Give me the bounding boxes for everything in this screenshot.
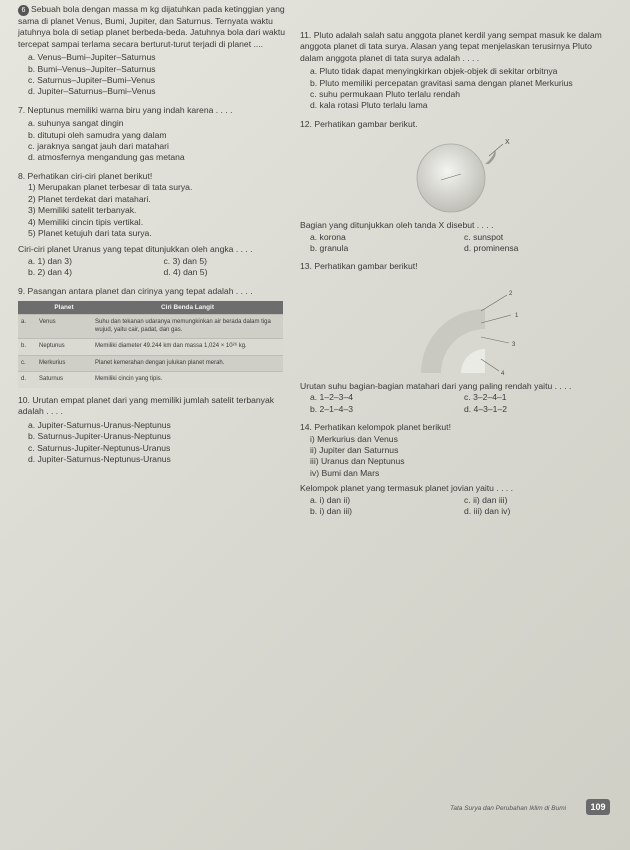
statement-iv: iv) Bumi dan Mars: [310, 467, 380, 478]
left-column: [18, 4, 293, 472]
question-badge: 6: [18, 5, 29, 16]
option-a[interactable]: a. suhunya sangat dingin: [28, 118, 124, 129]
question-13: [300, 261, 612, 415]
options-grid: [300, 392, 612, 415]
option-c[interactable]: c. 3) dan 5): [163, 255, 207, 266]
question-7: [18, 105, 293, 164]
option-c[interactable]: c. ii) dan iii): [464, 494, 508, 505]
option-a[interactable]: a. 1) dan 3): [28, 255, 72, 266]
option-d[interactable]: d. atmosfernya mengandung gas metana: [28, 152, 185, 163]
question-text: Sebuah bola dengan massa m kg dijatuhkan pada ketinggian yang sama di planet Venus, Bumi, Jupiter, dan Saturnus. Ternyata waktu jatuhnya bola di setiap planet berbeda-beda. Jatuhnya bola dari waktu tercepat sampai terlama secara berturut-turut terjadi di planet ....: [18, 4, 286, 49]
row-planet: Saturnus: [36, 372, 92, 388]
row-letter: c.: [18, 355, 36, 372]
column-header: [18, 301, 36, 315]
statement-ii: ii) Jupiter dan Saturnus: [310, 444, 399, 455]
option-a[interactable]: a. Pluto tidak dapat menyingkirkan objek-objek di sekitar orbitnya: [310, 66, 558, 77]
sun-figure: [381, 134, 531, 216]
statement-3: 3) Memiliki satelit terbanyak.: [28, 205, 137, 216]
table-row[interactable]: [18, 339, 283, 356]
option-a[interactable]: a. Venus–Bumi–Jupiter–Saturnus: [28, 52, 156, 63]
options-grid: [18, 256, 293, 279]
statement-5: 5) Planet ketujuh dari tata surya.: [28, 227, 152, 238]
option-d[interactable]: d. iii) dan iv): [464, 505, 511, 516]
option-a[interactable]: a. Jupiter-Saturnus-Uranus-Neptunus: [28, 419, 171, 430]
question-prompt: Bagian yang ditunjukkan oleh tanda X disebut . . . .: [300, 220, 494, 231]
question-text: 12. Perhatikan gambar berikut.: [300, 118, 418, 129]
question-prompt: Urutan suhu bagian-bagian matahari dari yang paling rendah yaitu . . . .: [300, 380, 572, 391]
option-a[interactable]: a. korona: [310, 231, 346, 242]
right-column: [300, 30, 612, 524]
question-text: 9. Pasangan antara planet dan cirinya yang tepat adalah . . . .: [18, 285, 253, 296]
option-b[interactable]: b. Saturnus-Jupiter-Uranus-Neptunus: [28, 431, 171, 442]
options-list: [300, 66, 612, 112]
option-c[interactable]: c. sunspot: [464, 231, 504, 242]
option-d[interactable]: d. kala rotasi Pluto terlalu lama: [310, 100, 428, 111]
column-header-ciri: Ciri Benda Langit: [92, 301, 283, 315]
book-title-footer: Tata Surya dan Perubahan Iklim di Bumi: [450, 805, 567, 812]
option-b[interactable]: b. Bumi–Venus–Jupiter–Saturnus: [28, 63, 156, 74]
option-c[interactable]: c. Saturnus-Jupiter-Neptunus-Uranus: [28, 442, 171, 453]
option-c[interactable]: c. suhu permukaan Pluto terlalu rendah: [310, 89, 461, 100]
table-row[interactable]: [18, 315, 283, 339]
row-ciri: Planet kemerahan dengan julukan planet merah.: [92, 355, 283, 372]
options-list: [18, 118, 293, 164]
figure-label: 2: [509, 290, 513, 297]
sun-layers-figure: [381, 277, 531, 377]
question-prompt: Ciri-ciri planet Uranus yang tepat ditunjukkan oleh angka . . . .: [18, 244, 253, 255]
question-text: 7. Neptunus memiliki warna biru yang indah karena . . . .: [18, 104, 233, 115]
figure-label: 3: [512, 341, 516, 348]
option-d[interactable]: d. 4) dan 5): [163, 267, 208, 278]
question-text: 10. Urutan empat planet dari yang memiliki jumlah satelit terbanyak adalah . . . .: [18, 394, 275, 417]
option-c[interactable]: c. 3–2–4–1: [464, 392, 507, 403]
question-text: 13. Perhatikan gambar berikut!: [300, 261, 418, 272]
row-ciri: Memiliki cincin yang tipis.: [92, 372, 283, 388]
option-c[interactable]: c. Saturnus–Jupiter–Bumi–Venus: [28, 75, 156, 86]
option-b[interactable]: b. ditutupi oleh samudra yang dalam: [28, 129, 167, 140]
question-10: [18, 395, 293, 465]
statement-1: 1) Merupakan planet terbesar di tata surya.: [28, 182, 193, 193]
option-b[interactable]: b. Pluto memiliki percepatan gravitasi sama dengan planet Merkurius: [310, 77, 573, 88]
row-ciri: Memiliki diameter 49.244 km dan massa 1,024 × 10²⁶ kg.: [92, 339, 283, 356]
option-d[interactable]: d. Jupiter-Saturnus-Neptunus-Uranus: [28, 453, 171, 464]
prominence-shape: [485, 150, 496, 164]
question-14: [300, 422, 612, 517]
option-d[interactable]: d. prominensa: [464, 243, 519, 254]
figure-label: 4: [501, 370, 505, 377]
statement-4: 4) Memiliki cincin tipis vertikal.: [28, 216, 144, 227]
options-list: [18, 52, 293, 98]
table-row[interactable]: [18, 355, 283, 372]
option-b[interactable]: b. 2–1–4–3: [310, 403, 354, 414]
page-number: 109: [586, 799, 610, 815]
option-d[interactable]: d. 4–3–1–2: [464, 403, 508, 414]
option-a[interactable]: a. i) dan ii): [310, 494, 351, 505]
question-text: 8. Perhatikan ciri-ciri planet berikut!: [18, 170, 153, 181]
column-header-planet: Planet: [36, 301, 92, 315]
question-6: [18, 4, 293, 98]
table-row[interactable]: [18, 372, 283, 388]
option-b[interactable]: b. i) dan iii): [310, 505, 353, 516]
options-list: [18, 420, 293, 466]
options-grid: [300, 232, 612, 255]
pointer-line: [481, 295, 507, 311]
pointer-line: [481, 315, 511, 323]
sun-circle: [417, 144, 485, 212]
statement-2: 2) Planet terdekat dari matahari.: [28, 193, 151, 204]
question-text: 14. Perhatikan kelompok planet berikut!: [300, 422, 451, 433]
figure-label-x: X: [505, 139, 510, 147]
pointer-line: [489, 144, 503, 156]
figure-label: 1: [515, 312, 519, 319]
option-c[interactable]: c. jaraknya sangat jauh dari matahari: [28, 141, 169, 152]
row-letter: a.: [18, 315, 36, 339]
option-b[interactable]: b. granula: [310, 243, 349, 254]
options-grid: [300, 495, 612, 518]
table-header: [18, 301, 283, 315]
row-letter: d.: [18, 372, 36, 388]
question-12: [300, 119, 612, 255]
question-8: [18, 171, 293, 279]
question-9: [18, 286, 293, 388]
row-planet: Venus: [36, 315, 92, 339]
question-11: [300, 30, 612, 112]
row-planet: Neptunus: [36, 339, 92, 356]
option-a[interactable]: a. 1–2–3–4: [310, 392, 354, 403]
statement-i: i) Merkurius dan Venus: [310, 433, 398, 444]
question-text: 11. Pluto adalah salah satu anggota planet kerdil yang sempat masuk ke dalam anggota planet di tata surya. Alasan yang tepat menjelaskan terusirnya Pluto dalam anggota planet di tata surya adalah . . . .: [300, 30, 602, 63]
pointer-line: [481, 337, 509, 343]
row-letter: b.: [18, 339, 36, 356]
statement-iii: iii) Uranus dan Neptunus: [310, 456, 405, 467]
option-b[interactable]: b. 2) dan 4): [28, 267, 72, 278]
row-planet: Merkurius: [36, 355, 92, 372]
planet-table: [18, 301, 283, 388]
question-prompt: Kelompok planet yang termasuk planet jovian yaitu . . . .: [300, 483, 514, 494]
option-d[interactable]: d. Jupiter–Saturnus–Bumi–Venus: [28, 86, 156, 97]
row-ciri: Suhu dan tekanan udaranya memungkinkan air berada dalam tiga wujud, yaitu cair, padat, dan gas.: [92, 315, 283, 339]
